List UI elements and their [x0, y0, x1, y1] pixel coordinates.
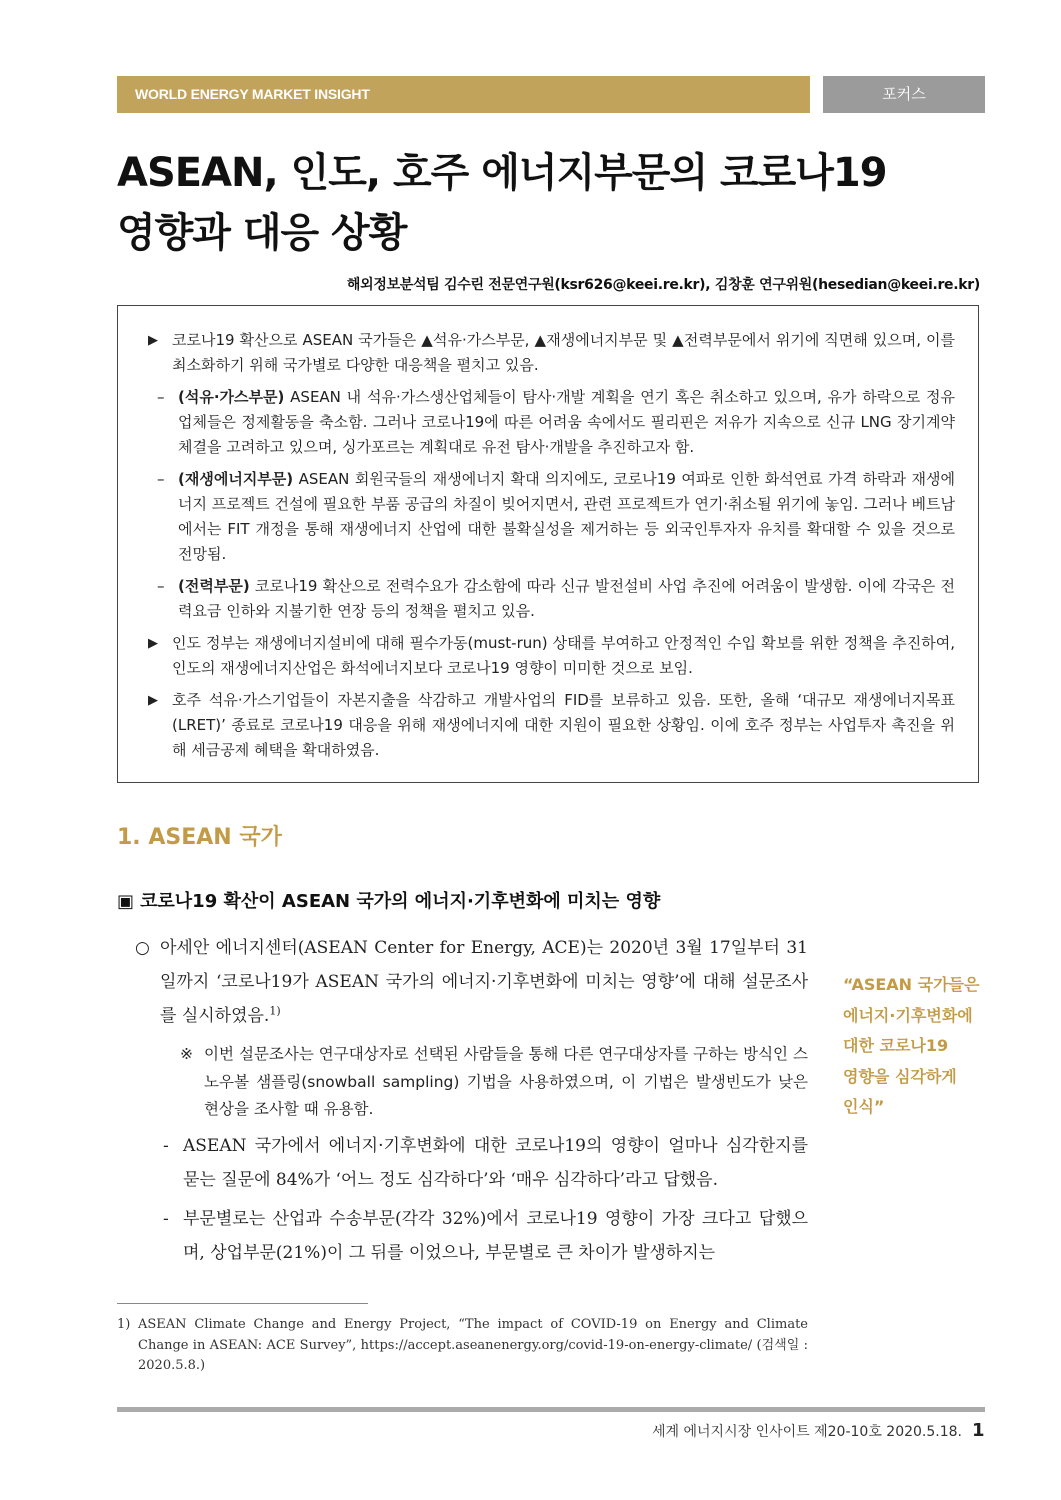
subpoint-label: (석유·가스부문) — [178, 388, 285, 406]
dash-bullet: - — [163, 1208, 169, 1229]
summary-text: 호주 석유·가스기업들이 자본지출을 삭감하고 개발사업의 FID를 보류하고 있음. 또한, 올해 ‘대규모 재생에너지목표(LRET)’ 종료로 코로나19 대응을 위해 재생에너지에 대한 지원이 필요한 상황임. 이에 호주 정부는 사업투자 촉진을 위해 세금공제 혜택을 확대하였음. — [172, 691, 955, 759]
footer-publication: 세계 에너지시장 인사이트 제20-10호 2020.5.18. — [652, 1424, 962, 1440]
triangle-bullet-icon: ▶ — [148, 636, 158, 651]
footer-divider — [117, 1407, 985, 1412]
boxed-square-icon: ▣ — [117, 891, 135, 912]
page-number: 1 — [972, 1420, 985, 1441]
article-title — [117, 143, 985, 263]
dash-bullet: – — [157, 577, 165, 595]
footnote — [117, 1315, 808, 1377]
category-header-bar — [823, 76, 985, 113]
summary-subpoint — [148, 574, 955, 624]
footnote-divider — [117, 1303, 368, 1304]
pull-quote-line: 대한 코로나19 — [843, 1036, 949, 1055]
summary-text: 코로나19 확산으로 전력수요가 감소함에 따라 신규 발전설비 사업 추진에 어려움이 발생함. 이에 각국은 전력요금 인하와 지불기한 연장 등의 정책을 펼치고 있음. — [178, 577, 955, 620]
summary-point — [148, 328, 955, 378]
series-header-bar — [117, 76, 810, 113]
circle-bullet-icon: ○ — [135, 938, 150, 958]
footnote-reference: 1) — [269, 1004, 281, 1018]
dash-bullet: - — [163, 1135, 169, 1156]
dash-bullet: – — [157, 470, 165, 488]
series-label: WORLD ENERGY MARKET INSIGHT — [135, 86, 370, 102]
body-dash-item — [163, 1129, 808, 1197]
subpoint-label: (전력부문) — [178, 577, 250, 595]
subsection-title: 코로나19 확산이 ASEAN 국가의 에너지·기후변화에 미치는 영향 — [140, 891, 661, 912]
pull-quote-line: 에너지·기후변화에 — [843, 1005, 973, 1025]
pull-quote-line: 영향을 심각하게 — [843, 1066, 957, 1086]
pull-quote-line: “ASEAN 국가들은 — [843, 975, 980, 994]
category-label: 포커스 — [882, 85, 926, 103]
paragraph-text: 아세안 에너지센터(ASEAN Center for Energy, ACE)는 2020년 3월 17일부터 31일까지 ‘코로나19가 ASEAN 국가의 에너지·기후변화에 미치는 영향’에 대해 설문조사를 실시하였음. — [160, 938, 808, 1026]
triangle-bullet-icon: ▶ — [148, 333, 158, 348]
dash-item-text: 부문별로는 산업과 수송부문(각각 32%)에서 코로나19 영향이 가장 크다고 답했으며, 상업부문(21%)이 그 뒤를 이었으나, 부문별로 큰 차이가 발생하지는 — [183, 1208, 808, 1263]
summary-text: ASEAN 회원국들의 재생에너지 확대 의지에도, 코로나19 여파로 인한 화석연료 가격 하락과 재생에너지 프로젝트 건설에 필요한 부품 공급의 차질이 빚어지면서, 관련 프로젝트가 연기·취소될 위기에 놓임. 그러나 베트남에서는 FIT 개정을 통해 재생에너지 산업에 대한 불확실성을 제거하는 등 외국인투자자 유치를 확대할 수 있을 것으로 전망됨. — [178, 470, 955, 563]
summary-text: 인도 정부는 재생에너지설비에 대해 필수가동(must-run) 상태를 부여하고 안정적인 수입 확보를 위한 정책을 추진하여, 인도의 재생에너지산업은 화석에너지보다 코로나19 영향이 미미한 것으로 보임. — [172, 634, 955, 677]
summary-subpoint — [148, 385, 955, 460]
summary-text: 코로나19 확산으로 ASEAN 국가들은 ▲석유·가스부문, ▲재생에너지부문 및 ▲전력부문에서 위기에 직면해 있으며, 이를 최소화하기 위해 국가별로 다양한 대응책을 펼치고 있음. — [172, 331, 955, 374]
footnote-number: 1) — [117, 1317, 131, 1332]
triangle-bullet-icon: ▶ — [148, 693, 158, 708]
pull-quote-line: 인식” — [843, 1097, 885, 1116]
body-dash-item — [163, 1202, 808, 1270]
summary-text: ASEAN 내 석유·가스생산업체들이 탐사·개발 계획을 연기 혹은 취소하고 있으며, 유가 하락으로 정유업체들은 정제활동을 축소함. 그러나 코로나19에 따른 어려움 속에서도 필리핀은 저유가 지속으로 신규 LNG 장기계약 체결을 고려하고 있으며, 싱가포르는 계획대로 유전 탐사·개발을 추진하고자 함. — [178, 388, 955, 456]
summary-point — [148, 631, 955, 681]
title-line-2: 영향과 대응 상황 — [117, 210, 407, 256]
note-text: 이번 설문조사는 연구대상자로 선택된 사람들을 통해 다른 연구대상자를 구하는 방식인 스노우볼 샘플링(snowball sampling) 기법을 사용하였으며, 이 기법은 발생빈도가 낮은 현상을 조사할 때 유용함. — [204, 1045, 808, 1118]
body-text — [135, 931, 808, 1276]
summary-point — [148, 688, 955, 763]
body-note — [180, 1041, 808, 1124]
section-heading: 1. ASEAN 국가 — [117, 825, 282, 850]
title-line-1: ASEAN, 인도, 호주 에너지부문의 코로나19 — [117, 150, 887, 196]
sidebar-pull-quote — [843, 970, 983, 1123]
summary-subpoint — [148, 467, 955, 567]
subpoint-label: (재생에너지부문) — [178, 470, 294, 488]
subsection-heading — [117, 889, 660, 915]
dash-bullet: – — [157, 388, 165, 406]
reference-mark-icon: ※ — [180, 1045, 193, 1063]
body-paragraph — [135, 931, 808, 1033]
footnote-text: ASEAN Climate Change and Energy Project, “The impact of COVID-19 on Energy and Climate Change in ASEAN: ACE Survey”, https://accept.aseanenergy.org/covid-19-on-energy-climate/ (검색일 : 2020.5.8.) — [138, 1317, 808, 1373]
summary-box — [117, 305, 979, 783]
dash-item-text: ASEAN 국가에서 에너지·기후변화에 대한 코로나19의 영향이 얼마나 심각한지를 묻는 질문에 84%가 ‘어느 정도 심각하다’와 ‘매우 심각하다’라고 답했음. — [183, 1135, 808, 1190]
author-byline: 해외정보분석팀 김수린 전문연구원(ksr626@keei.re.kr), 김창훈 연구위원(hesedian@keei.re.kr) — [346, 277, 980, 293]
